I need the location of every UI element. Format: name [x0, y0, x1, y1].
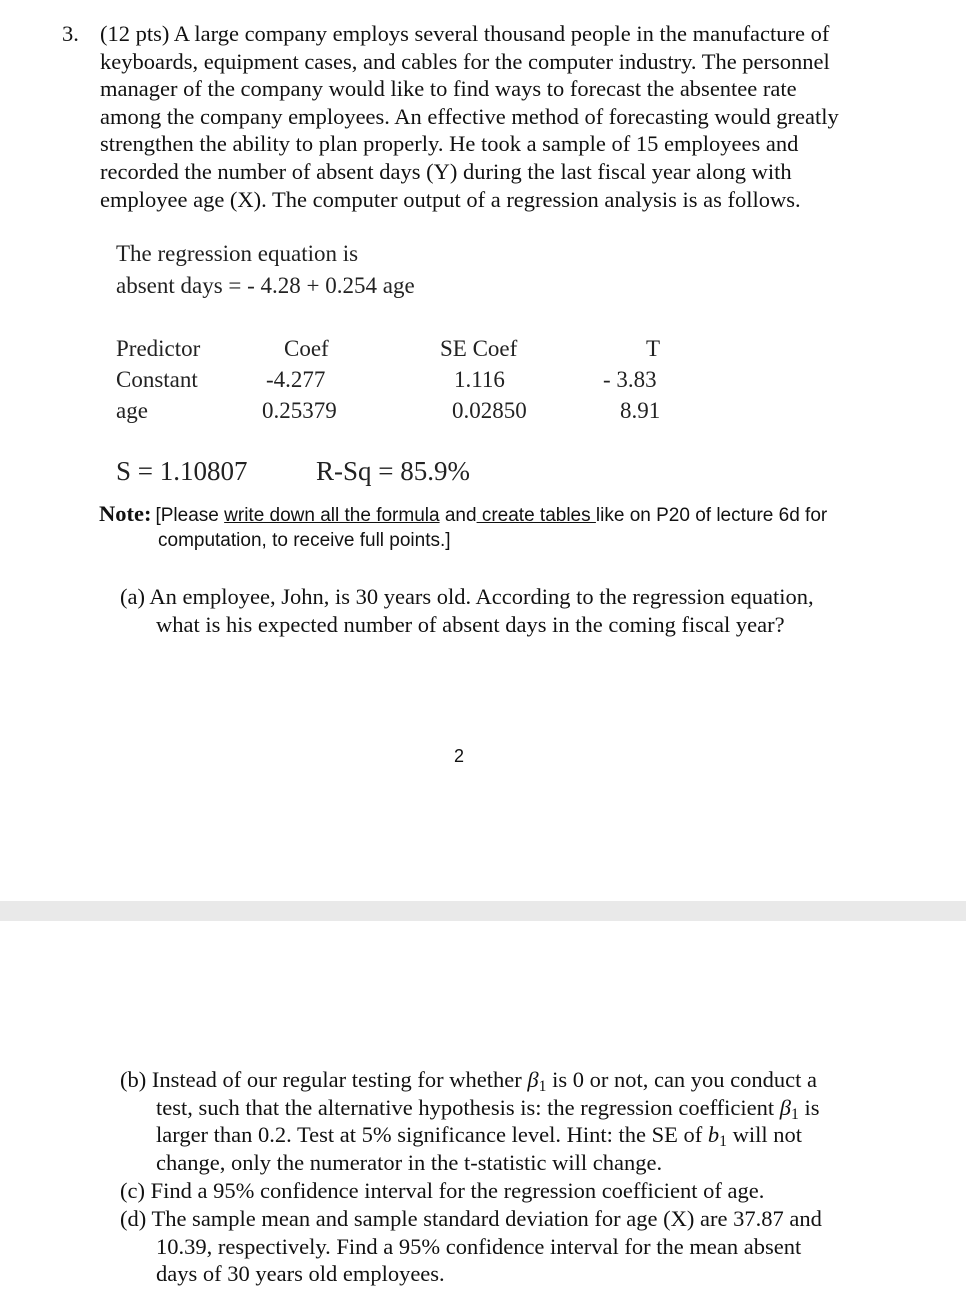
- page-number: 2: [454, 746, 465, 766]
- part-b-line: (b) Instead of our regular testing for whether $\beta_1$ is 0 or not, can you conduct a: [120, 1067, 818, 1095]
- note-text-3: like on P20 of lecture 6d for: [595, 505, 828, 526]
- note-text-1: [Please: [155, 505, 225, 526]
- row-age-coef: 0.25379: [262, 398, 337, 423]
- note-line-2: computation, to receive full points.]: [158, 530, 451, 551]
- note-text-2: and: [439, 505, 477, 526]
- regression-rsq: R-Sq = 85.9%: [316, 456, 470, 486]
- part-a: [120, 583, 814, 638]
- question-line: manager of the company would like to find ways to forecast the absentee rate: [100, 76, 797, 102]
- regression-equation-label: The regression equation is: [116, 241, 359, 266]
- part-a-line: (a) An employee, John, is 30 years old. According to the regression equation,: [120, 584, 814, 609]
- header-predictor: Predictor: [116, 336, 201, 361]
- part-d-line: (d) The sample mean and sample standard deviation for age (X) are 37.87 and: [120, 1206, 822, 1231]
- question-line: strengthen the ability to plan properly. He took a sample of 15 employees and: [100, 131, 799, 157]
- question-line: employee age (X). The computer output of a regression analysis is as follows.: [100, 186, 801, 212]
- question-line: recorded the number of absent days (Y) during the last fiscal year along with: [100, 158, 792, 184]
- header-t: T: [646, 336, 661, 361]
- row-constant-se: 1.116: [454, 367, 505, 392]
- row-constant-predictor: Constant: [116, 367, 198, 392]
- header-se-coef: SE Coef: [440, 336, 518, 361]
- part-b-line: larger than 0.2. Test at 5% significance level. Hint: the SE of $b_1$ will not: [156, 1122, 802, 1151]
- regression-s: S = 1.10807: [116, 456, 248, 486]
- row-age-predictor: age: [116, 398, 148, 423]
- question-line: among the company employees. An effective method of forecasting would greatly: [100, 103, 839, 129]
- row-age-t: 8.91: [620, 398, 661, 423]
- header-coef: Coef: [284, 336, 329, 361]
- note-link-formula: write down all the formula: [224, 505, 440, 526]
- row-constant-coef: -4.277: [266, 367, 326, 392]
- part-d-line: days of 30 years old employees.: [156, 1261, 445, 1287]
- part-b-line: change, only the numerator in the t-statistic will change.: [156, 1149, 663, 1175]
- regression-equation: absent days = - 4.28 + 0.254 age: [116, 273, 415, 298]
- part-a-line: what is his expected number of absent days in the coming fiscal year?: [156, 611, 785, 637]
- part-d-line: 10.39, respectively. Find a 95% confidence interval for the mean absent: [156, 1233, 802, 1259]
- note-label: Note:: [99, 501, 152, 526]
- part-b-line: test, such that the alternative hypothesis is: the regression coefficient $\beta_1$ is: [156, 1094, 820, 1123]
- part-d: [120, 1205, 822, 1288]
- question-text: [100, 20, 839, 213]
- question-line: (12 pts) A large company employs several thousand people in the manufacture of: [100, 21, 830, 46]
- note-link-tables: create tables: [476, 505, 596, 526]
- page-divider: [0, 901, 966, 921]
- note: [99, 500, 827, 529]
- part-b: [120, 1066, 820, 1176]
- row-age-se: 0.02850: [452, 398, 527, 423]
- question-number: 3.: [62, 21, 79, 46]
- question-line: keyboards, equipment cases, and cables for the computer industry. The personnel: [100, 48, 830, 74]
- part-c: [120, 1177, 764, 1205]
- part-c-line: (c) Find a 95% confidence interval for the regression coefficient of age.: [120, 1178, 765, 1203]
- row-constant-t: - 3.83: [603, 367, 657, 392]
